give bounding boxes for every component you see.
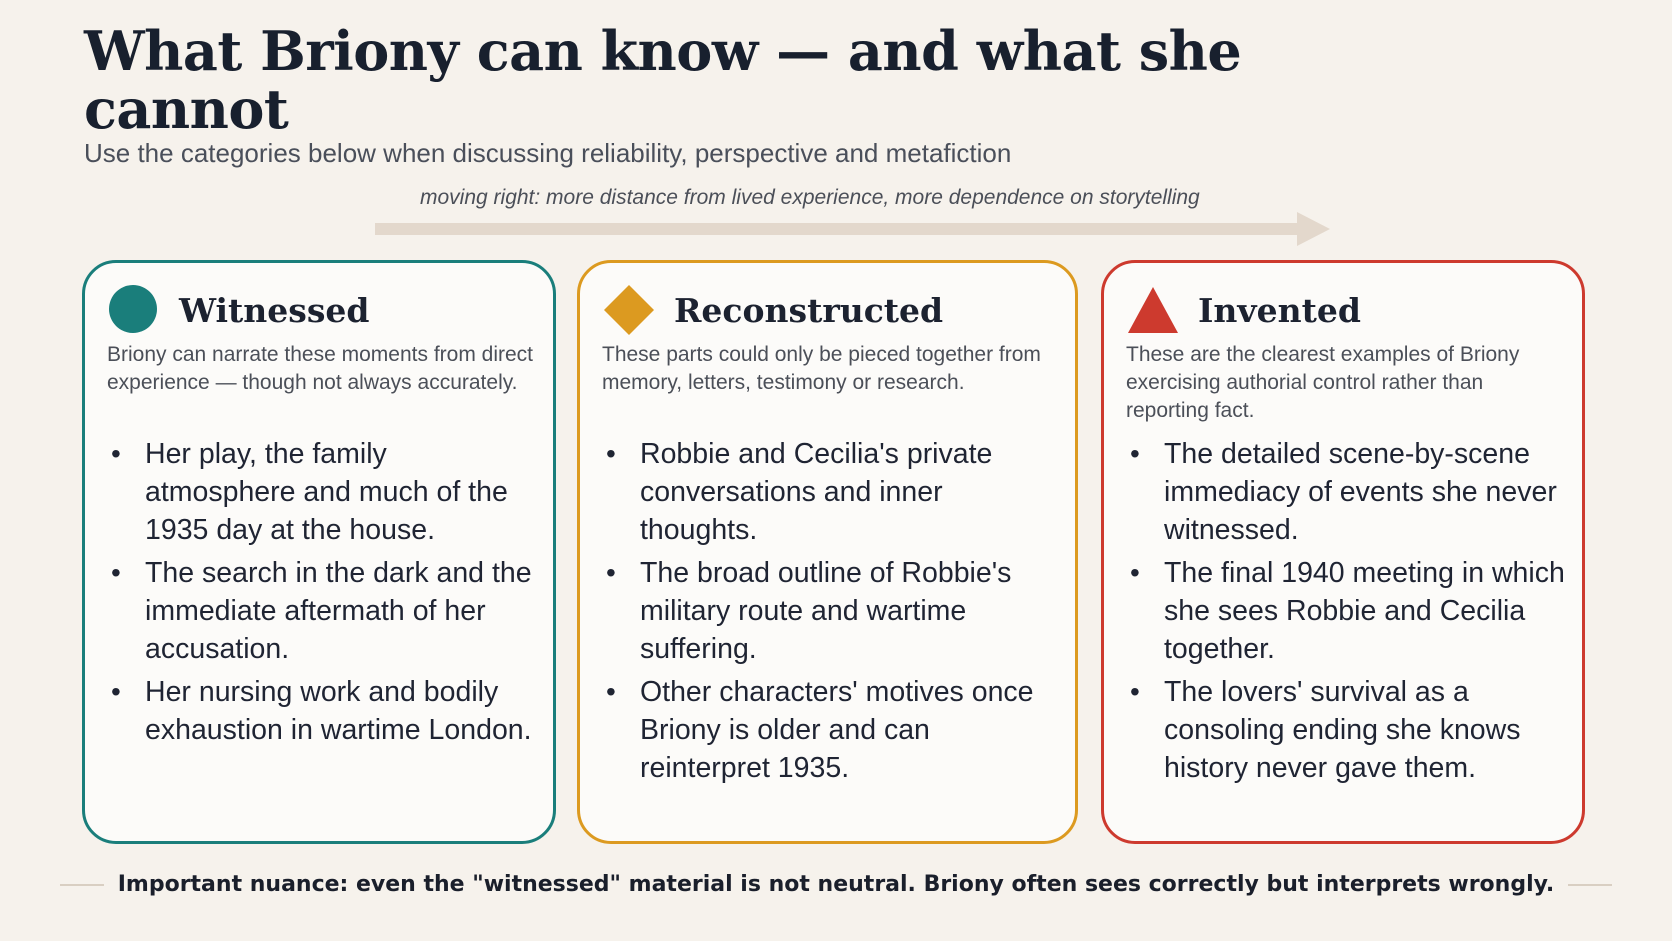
divider	[1568, 884, 1612, 886]
bullet-icon: •	[1130, 557, 1140, 588]
divider	[60, 884, 104, 886]
reconstructed-card	[577, 260, 1078, 844]
right-arrow-icon	[375, 212, 1335, 246]
page-title: What Briony can know — and what she cannot	[84, 19, 1242, 141]
witnessed-card-header	[107, 283, 369, 337]
bullet-icon: •	[1130, 676, 1140, 707]
circle-icon	[107, 283, 161, 337]
list-item-text: Other characters' motives once Briony is older and can reinterpret 1935.	[640, 676, 1034, 784]
bullet-icon: •	[606, 676, 616, 707]
list-item	[107, 435, 543, 549]
list-item	[602, 435, 1065, 549]
list-item	[107, 554, 543, 668]
bullet-icon: •	[1130, 438, 1140, 469]
reconstructed-card-list	[602, 435, 1065, 792]
reconstructed-card-description: These parts could only be pieced together from memory, letters, testimony or research.	[602, 343, 1041, 394]
witnessed-card-list	[107, 435, 543, 754]
invented-card	[1101, 260, 1585, 844]
list-item	[1126, 435, 1572, 549]
reconstructed-card-header	[602, 283, 943, 337]
bullet-icon: •	[606, 438, 616, 469]
list-item	[1126, 673, 1572, 787]
reconstructed-card-title: Reconstructed	[674, 290, 944, 330]
list-item	[1126, 554, 1572, 668]
list-item	[602, 673, 1065, 787]
footer-note	[60, 872, 1612, 897]
witnessed-card-description: Briony can narrate these moments from direct experience — though not always accurately.	[107, 343, 534, 394]
list-item-text: Robbie and Cecilia's private conversations and inner thoughts.	[640, 438, 993, 546]
invented-card-list	[1126, 435, 1572, 792]
list-item-text: The detailed scene-by-scene immediacy of events she never witnessed.	[1164, 438, 1557, 546]
bullet-icon: •	[606, 557, 616, 588]
list-item-text: The search in the dark and the immediate aftermath of her accusation.	[145, 557, 532, 665]
direction-note: moving right: more distance from lived experience, more dependence on storytelling	[420, 186, 1200, 209]
list-item-text: The final 1940 meeting in which she sees Robbie and Cecilia together.	[1164, 557, 1565, 665]
witnessed-card-title: Witnessed	[179, 290, 370, 330]
invented-card-title: Invented	[1198, 290, 1361, 330]
diamond-icon	[602, 283, 656, 337]
invented-card-header	[1126, 283, 1361, 337]
list-item-text: The lovers' survival as a consoling ending she knows history never gave them.	[1164, 676, 1521, 784]
invented-card-description: These are the clearest examples of Briony exercising authorial control rather than reporting fact.	[1126, 343, 1520, 422]
footer-note-text: Important nuance: even the "witnessed" material is not neutral. Briony often sees correctly but interprets wrongly.	[117, 872, 1555, 897]
triangle-icon	[1126, 283, 1180, 337]
list-item	[107, 673, 543, 749]
list-item-text: The broad outline of Robbie's military route and wartime suffering.	[640, 557, 1012, 665]
bullet-icon: •	[111, 557, 121, 588]
list-item-text: Her nursing work and bodily exhaustion in wartime London.	[145, 676, 532, 746]
list-item-text: Her play, the family atmosphere and much of the 1935 day at the house.	[145, 438, 508, 546]
witnessed-card	[82, 260, 556, 844]
bullet-icon: •	[111, 676, 121, 707]
bullet-icon: •	[111, 438, 121, 469]
list-item	[602, 554, 1065, 668]
page-subtitle: Use the categories below when discussing reliability, perspective and metafiction	[84, 138, 1012, 168]
